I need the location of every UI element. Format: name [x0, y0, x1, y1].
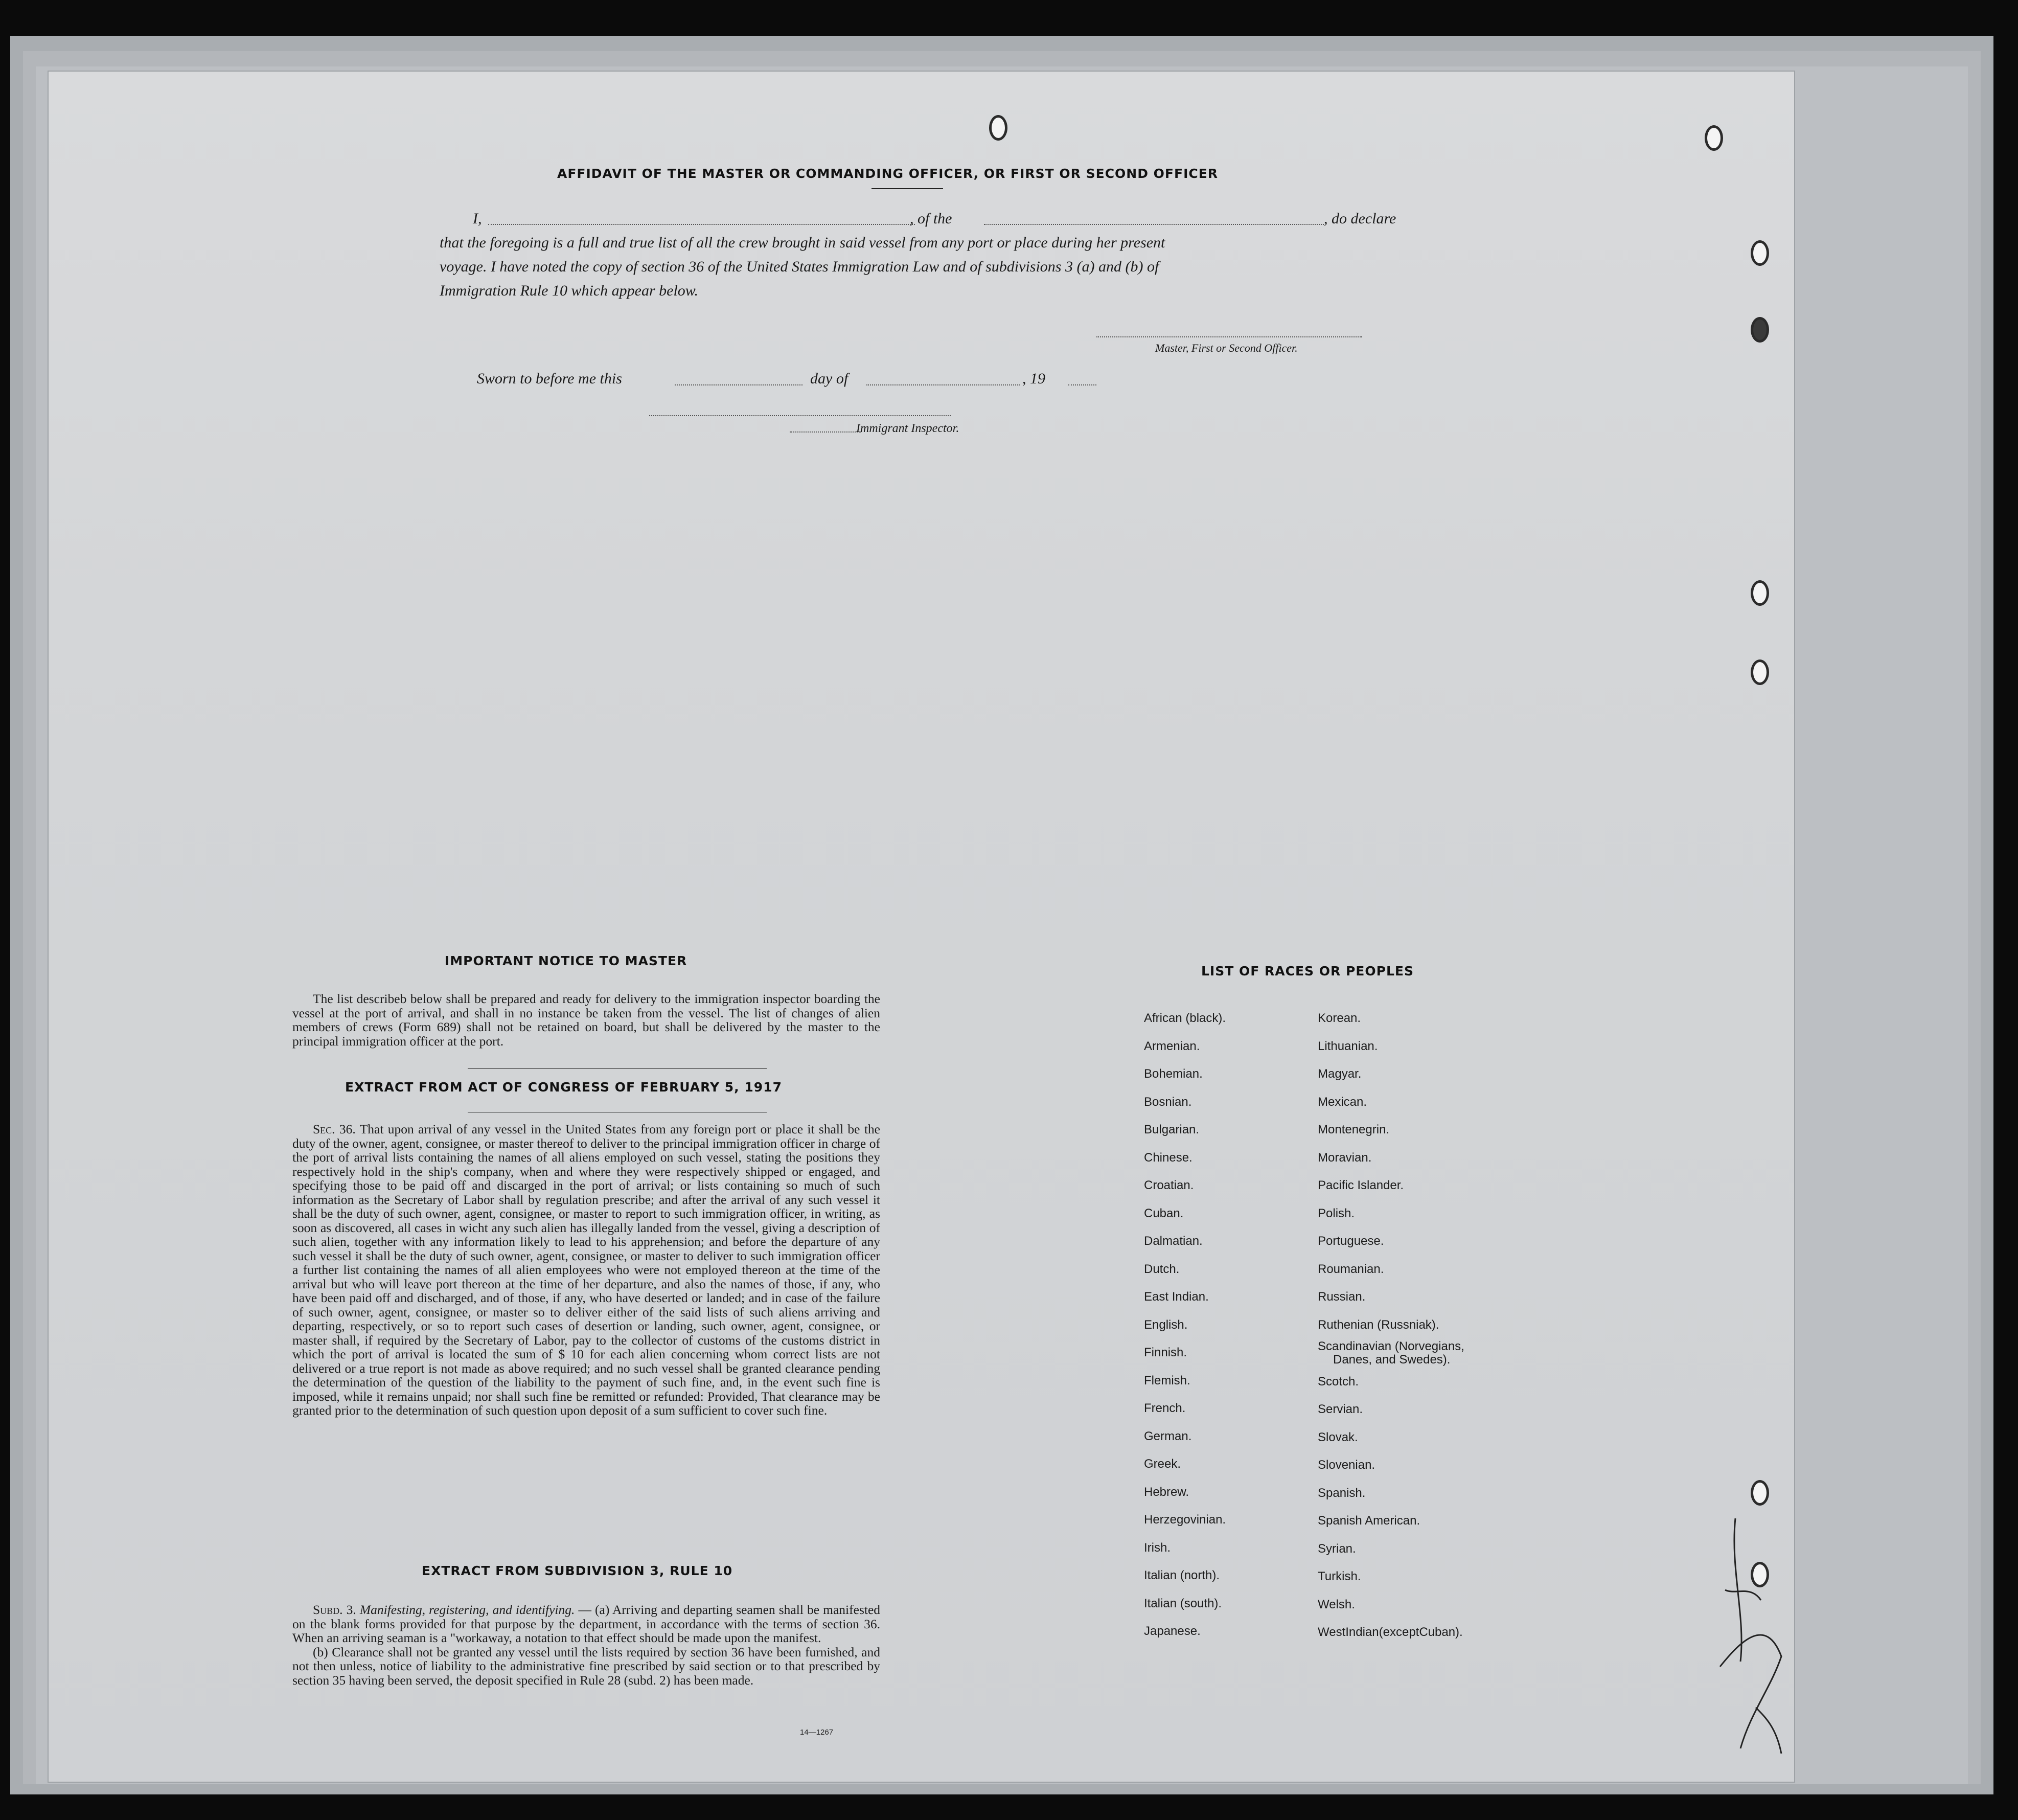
race-item: Herzegovinian. — [1144, 1513, 1226, 1527]
race-item: Scotch. — [1318, 1374, 1359, 1389]
affidavit-page — [49, 72, 1794, 1782]
race-item: Moravian. — [1318, 1150, 1372, 1165]
race-item: Irish. — [1144, 1540, 1171, 1555]
race-item: Chinese. — [1144, 1150, 1193, 1165]
race-item: Dalmatian. — [1144, 1234, 1203, 1248]
race-item: Mexican. — [1318, 1095, 1367, 1109]
race-item: Spanish. — [1318, 1486, 1366, 1500]
punch-hole — [1751, 580, 1769, 606]
affidavit-line4: Immigration Rule 10 which appear below. — [440, 282, 699, 299]
race-item: Polish. — [1318, 1206, 1355, 1220]
race-item: WestIndian(exceptCuban). — [1318, 1625, 1463, 1639]
race-item: Flemish. — [1144, 1373, 1190, 1387]
sworn-year: , 19 — [1022, 370, 1045, 387]
title-underline — [872, 188, 943, 189]
notice-body: The list describeb below shall be prepared and ready for delivery to the immigration inspector boarding the vessel at the port of arrival, and shall in no instance be taken from the vessel. The list of changes of alien members of crews (Form 689) shall not be retained on board, but shall be delivered by the master to the principal immigration officer at the port. — [292, 991, 880, 1049]
race-item: English. — [1144, 1317, 1188, 1332]
affidavit-line1-of-the: , of the — [910, 210, 952, 227]
extract-rule-body: Subd. 3. Manifesting, registering, and identifying. — (a) Arriving and departing seamen shall be manifested on the blank forms provided for that purpose by the department, in accordance with the terms of section 36. When an arriving seaman is a "workaway, a notation to that effect should be made upon the manifest. (b) Clearance shall not be granted any vessel until the lists required by section 36 have been furnished, and not then unless, notice of liability to the administrative fine prescribed by said section or to that prescribed by section 35 having been served, the deposit specified in Rule 28 (subd. 2) has been made. — [292, 1602, 881, 1688]
race-item: Slovak. — [1318, 1430, 1358, 1444]
race-item: Magyar. — [1318, 1067, 1362, 1081]
race-item — [1318, 1339, 1464, 1368]
races-title: LIST OF RACES OR PEOPLES — [1201, 964, 1414, 979]
race-item: Armenian. — [1144, 1039, 1200, 1053]
races-column-1 — [1144, 1005, 1226, 1646]
race-item: East Indian. — [1144, 1290, 1209, 1304]
race-item: Japanese. — [1144, 1624, 1201, 1638]
inspector-blank-short — [790, 431, 861, 433]
affidavit-line3: voyage. I have noted the copy of section 36 of the United States Immigration Law and of subdivisions 3 (a) and (b) of — [440, 258, 1159, 275]
race-item: Portuguese. — [1318, 1234, 1384, 1248]
race-item: Finnish. — [1144, 1346, 1187, 1359]
punch-hole — [1751, 317, 1769, 343]
section-divider — [468, 1068, 767, 1069]
race-item: Pacific Islander. — [1318, 1178, 1404, 1192]
race-item: Korean. — [1318, 1011, 1361, 1025]
affidavit-line1-i: I, — [473, 210, 482, 227]
race-item: African (black). — [1144, 1011, 1226, 1025]
inspector-blank — [649, 415, 951, 416]
race-item: Cuban. — [1144, 1206, 1184, 1220]
race-item: Syrian. — [1318, 1541, 1356, 1556]
race-item: Hebrew. — [1144, 1485, 1189, 1499]
race-item: Dutch. — [1144, 1262, 1180, 1276]
race-item: Croatian. — [1144, 1178, 1194, 1192]
signature-blank — [1096, 336, 1362, 337]
race-item: Russian. — [1318, 1290, 1366, 1304]
race-item: French. — [1144, 1401, 1186, 1415]
form-number: 14—1267 — [800, 1728, 834, 1737]
race-item: Welsh. — [1318, 1597, 1355, 1611]
race-item: Ruthenian (Russniak). — [1318, 1317, 1439, 1332]
handwritten-note — [1705, 1401, 1794, 1782]
race-item: Slovenian. — [1318, 1458, 1375, 1472]
inspector-label: Immigrant Inspector. — [856, 422, 959, 435]
extract-rule-title: EXTRACT FROM SUBDIVISION 3, RULE 10 — [422, 1563, 733, 1578]
signature-label: Master, First or Second Officer. — [1155, 342, 1298, 354]
race-item: Bulgarian. — [1144, 1123, 1200, 1136]
race-item-continuation: Danes, and Swedes). — [1333, 1353, 1451, 1367]
year-blank — [1068, 384, 1096, 385]
affidavit-title: AFFIDAVIT OF THE MASTER OR COMMANDING OFFICER, OR FIRST OR SECOND OFFICER — [557, 166, 1219, 181]
vessel-blank — [984, 224, 1324, 225]
punch-hole — [1705, 125, 1723, 151]
extract-act-title: EXTRACT FROM ACT OF CONGRESS OF FEBRUARY 5, 1917 — [345, 1080, 782, 1095]
race-item: Italian (south). — [1144, 1596, 1222, 1610]
race-item: Roumanian. — [1318, 1262, 1384, 1276]
punch-hole — [1751, 659, 1769, 685]
race-item: Bosnian. — [1144, 1095, 1192, 1109]
punch-hole — [989, 115, 1007, 141]
sworn-day: day of — [810, 370, 849, 387]
race-item: German. — [1144, 1429, 1192, 1443]
affidavit-line1-declare: , do declare — [1324, 210, 1396, 227]
punch-hole — [1751, 240, 1769, 266]
race-item: Lithuanian. — [1318, 1039, 1378, 1053]
race-item: Montenegrin. — [1318, 1123, 1390, 1136]
month-blank — [866, 384, 1020, 385]
name-blank — [488, 224, 915, 225]
affidavit-line2: that the foregoing is a full and true list of all the crew brought in said vessel from any port or place during her present — [440, 234, 1165, 251]
race-item: Spanish American. — [1318, 1514, 1420, 1528]
race-item: Greek. — [1144, 1457, 1181, 1471]
sworn-prefix: Sworn to before me this — [477, 370, 622, 387]
races-column-2 — [1318, 1005, 1464, 1647]
notice-title: IMPORTANT NOTICE TO MASTER — [445, 953, 687, 968]
race-item-line: Scandinavian (Norvegians, — [1318, 1339, 1464, 1353]
race-item: Bohemian. — [1144, 1067, 1203, 1081]
race-item: Turkish. — [1318, 1569, 1361, 1583]
extract-act-body: Sec. 36. That upon arrival of any vessel in the United States from any foreign port or place it shall be the duty of the owner, agent, consignee, or master thereof to deliver to the principal immigration officer in charge of the port of arrival lists containing the names of all aliens employed on such vessel, stating the positions they respectively hold in the ship's company, when and where they were respectively shipped or engaged, and specifying those to be paid off and discarged in the port of arrival; or lists containing so much of such information as the Secretary of Labor shall by regulation prescribe; and after the arrival of any such vessel it shall be the duty of such owner, agent, consignee, or master to report to such immigration officer, in writing, as soon as discovered, all cases in wicht any such alien has illegally landed from the vessel, giving a description of such alien, together with any information likely to lead to his apprehension; and before the departure of any such vessel it shall be the duty of such owner, agent, consignee, or master to deliver to such immigration officer a further list containing the names of all alien employees who were not employed thereon at the time of the arrival but who will leave port thereon at the time of her departure, and also the names of those, if any, who have been paid off and discharged, and of those, if any, who have deserted or landed; and in case of the failure of such owner, agent, consignee, or master so to deliver either of the said lists of such aliens arriving and departing, respectively, or so to report such cases of desertion or landing, such owner, agent, consignee, or master shall, if required by the Secretary of Labor, pay to the collector of customs of the customs district in which the port of arrival is located the sum of $ 10 for each alien concerning whom correct lists are not delivered or a true report is not made as above required; and no such vessel shall be granted clearance pending the determination of the question of the liability to the payment of such fine, and, in the event such fine is imposed, while it remains unpaid; nor shall such fine be remitted or refunded: Provided, That clearance may be granted prior to the determination of such question upon deposit of a sum sufficient to cover such fine. — [292, 1122, 880, 1418]
race-item: Servian. — [1318, 1402, 1363, 1416]
race-item: Italian (north). — [1144, 1568, 1220, 1582]
day-blank — [675, 384, 802, 385]
